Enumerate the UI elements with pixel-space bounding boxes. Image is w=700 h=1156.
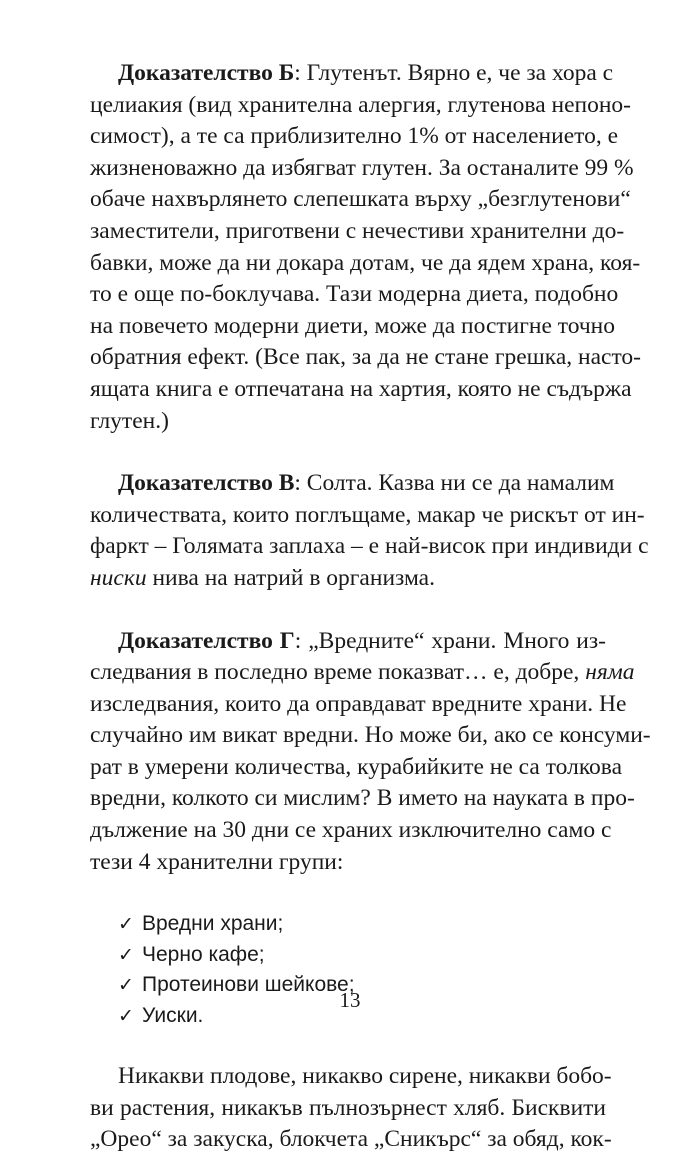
text-line: заместители, приготвени с нечестиви хранителни до- xyxy=(90,217,625,244)
paragraph-gap xyxy=(90,437,606,468)
text-line: Доказателство В: Солта. Казва ни се да намалим xyxy=(118,470,615,497)
paragraph-proof-g xyxy=(90,626,651,879)
text-line: изследвания, които да оправдават вредните храни. Не xyxy=(90,690,627,717)
text-line: Доказателство Б: Глутенът. Вярно е, че за хора с xyxy=(118,60,614,86)
proof-v-heading: Доказателство В xyxy=(118,470,295,497)
proof-b-heading: Доказателство Б xyxy=(118,60,295,86)
text-line: глутен.) xyxy=(90,407,169,434)
text-line: случайно им викат вредни. Но може би, ако се консуми- xyxy=(90,722,651,749)
text-line: жизненоважно да избягват глутен. За останалите 99 % xyxy=(90,154,634,181)
paragraph-gap xyxy=(90,1031,606,1061)
text-line: целиакия (вид хранителна алергия, глутенова непоно- xyxy=(90,91,631,118)
proof-g-heading: Доказателство Г xyxy=(118,627,295,654)
text-line: количествата, които поглъщаме, макар че рискът от ин- xyxy=(90,501,645,528)
paragraph-gap xyxy=(90,595,606,626)
page-number: 13 xyxy=(339,988,361,1012)
paragraph-gap xyxy=(90,878,606,909)
paragraph-proof-v xyxy=(90,468,649,594)
text-line: „Орео“ за закуска, блокчета „Сникърс“ за обяд, кок- xyxy=(90,1126,612,1153)
text-line: вредни, колкото си мислим? В името на науката в про- xyxy=(90,785,635,812)
italic-word: ниски xyxy=(90,564,147,591)
italic-word: няма xyxy=(585,659,635,686)
checkmark-icon: ✓ xyxy=(118,1005,134,1027)
text-line: на повечето модерни диети, може да постигне точно xyxy=(90,312,615,339)
checkmark-icon: ✓ xyxy=(118,944,134,966)
text-line: ниски нива на натрий в организма. xyxy=(90,564,435,591)
paragraph-proof-b xyxy=(90,58,641,437)
text-line: симост), а те са приблизително 1% от населението, е xyxy=(90,123,619,150)
list-item: ✓ Вредни храни; xyxy=(118,909,606,940)
checkmark-icon: ✓ xyxy=(118,975,134,997)
paragraph-closing xyxy=(90,1061,612,1156)
text-line: дължение на 30 дни се храних изключително само с xyxy=(90,817,612,844)
text-line: обратния ефект. (Все пак, за да не стане грешка, насто- xyxy=(90,344,641,371)
text-line: обаче нахвърлянето слепешката върху „безглутенови“ xyxy=(90,186,631,213)
text-line: фаркт – Голямата заплаха – е най-висок при индивиди с xyxy=(90,533,649,560)
text-line: ви растения, никакъв пълнозърнест хляб. Бисквити xyxy=(90,1094,606,1121)
list-item: ✓ Черно кафе; xyxy=(118,940,606,971)
text-line: бавки, може да ни докара дотам, че да ядем храна, коя- xyxy=(90,249,641,276)
text-line: следвания в последно време показват… е, добре, няма xyxy=(90,659,635,686)
checkmark-icon: ✓ xyxy=(118,914,134,936)
text-line: Доказателство Г: „Вредните“ храни. Много из- xyxy=(118,627,606,654)
text-line: ящата книга е отпечатана на хартия, която не съдържа xyxy=(90,375,632,402)
text-line: то е още по-боклучава. Тази модерна диета, подобно xyxy=(90,281,619,308)
text-line: рат в умерени количества, курабийките не са толкова xyxy=(90,753,623,780)
text-line: Никакви плодове, никакво сирене, никакви бобо- xyxy=(118,1063,612,1090)
list-item: ✓ Протеинови шейкове; xyxy=(118,970,606,1001)
list-item: ✓ Уиски. xyxy=(118,1001,606,1032)
text-line: тези 4 хранителни групи: xyxy=(90,848,344,875)
